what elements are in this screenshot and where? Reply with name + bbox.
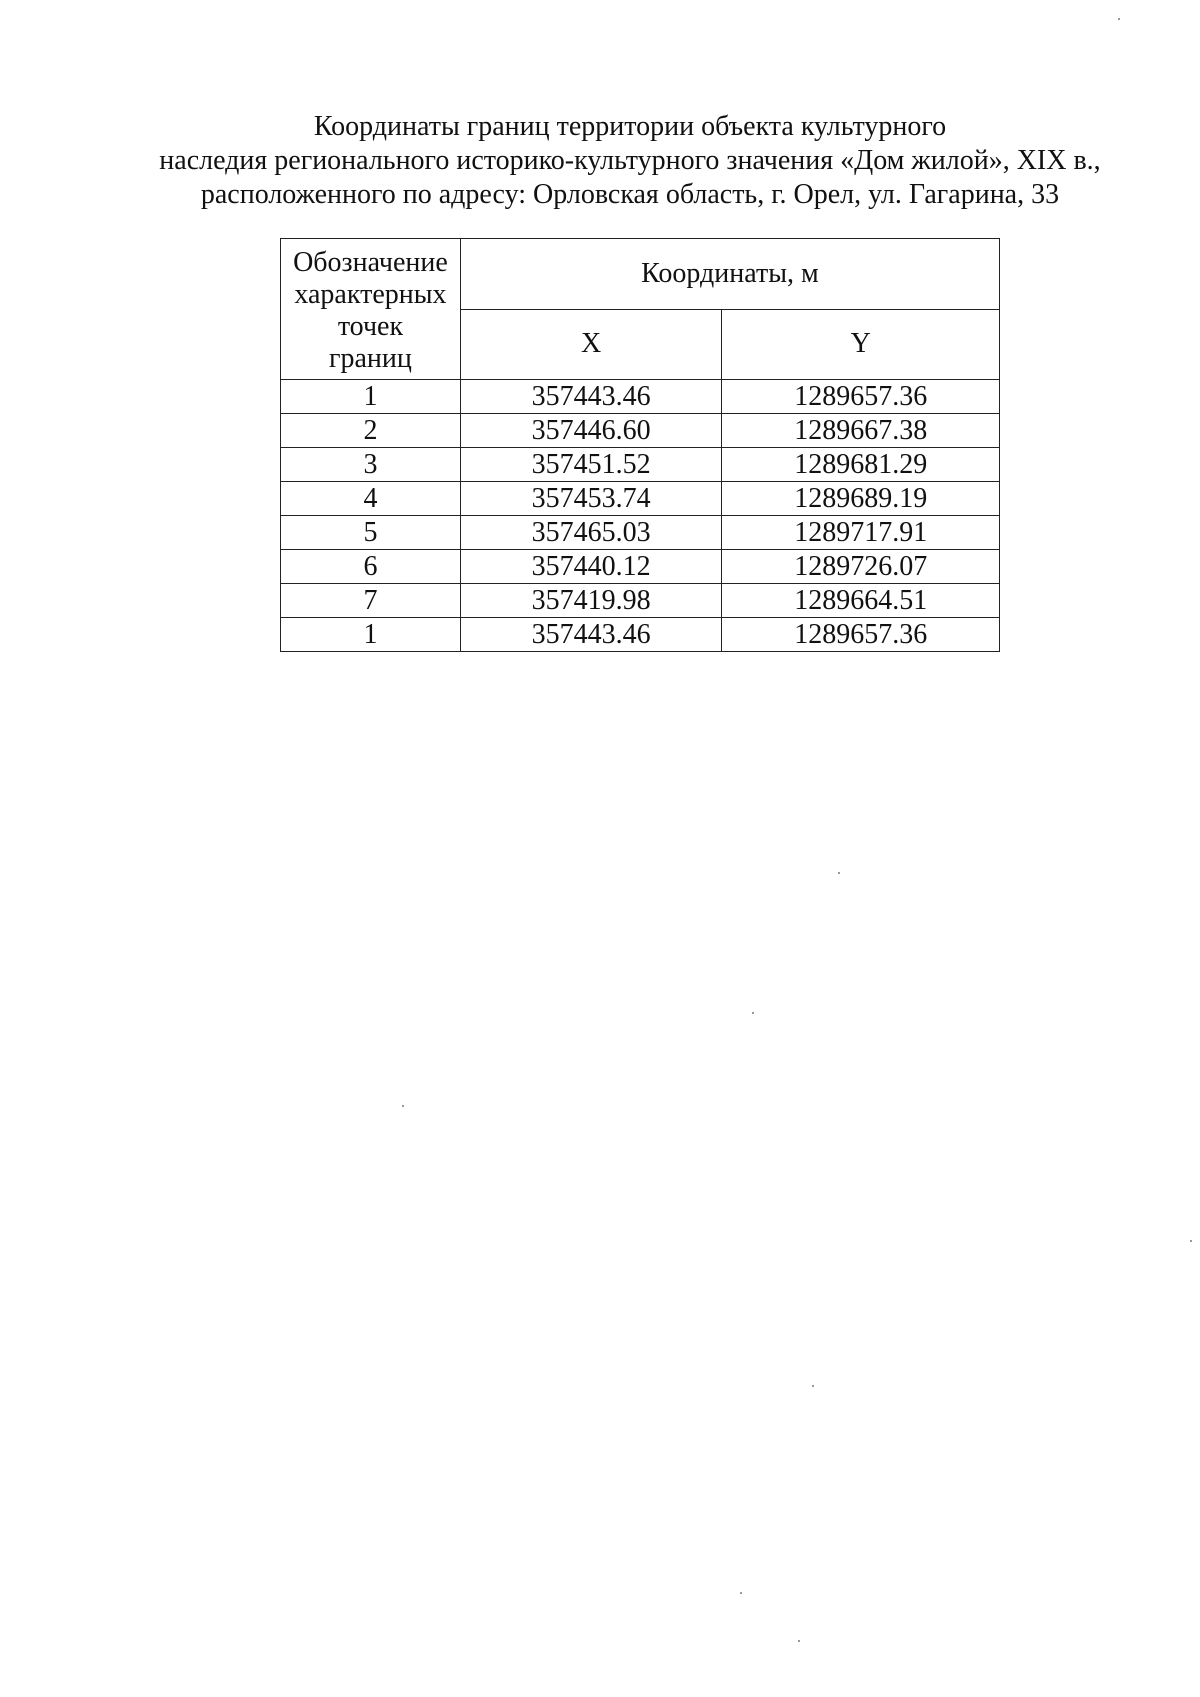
title-line-1: Координаты границ территории объекта культурного <box>313 111 947 142</box>
header-point-line: границ <box>329 343 412 374</box>
cell-y: 1289689.19 <box>722 482 1000 516</box>
scan-speck <box>812 1385 814 1387</box>
scan-speck <box>798 1640 800 1642</box>
cell-x: 357440.12 <box>460 550 722 584</box>
cell-point: 1 <box>281 618 461 652</box>
scan-speck <box>1190 1240 1192 1242</box>
cell-point: 7 <box>281 584 461 618</box>
scan-speck <box>1118 18 1120 20</box>
cell-y: 1289657.36 <box>722 618 1000 652</box>
cell-point: 5 <box>281 516 461 550</box>
header-point-line: точек <box>337 311 404 342</box>
table-row <box>281 618 1000 652</box>
table-row <box>281 550 1000 584</box>
header-coordinates: Координаты, м <box>460 239 999 310</box>
cell-y: 1289717.91 <box>722 516 1000 550</box>
header-x: X <box>460 309 722 380</box>
cell-x: 357419.98 <box>460 584 722 618</box>
header-point-line: характерных <box>294 279 447 310</box>
scan-speck <box>752 1012 754 1014</box>
cell-y: 1289657.36 <box>722 380 1000 414</box>
cell-point: 2 <box>281 414 461 448</box>
cell-x: 357443.46 <box>460 618 722 652</box>
scan-speck <box>838 872 840 874</box>
cell-y: 1289726.07 <box>722 550 1000 584</box>
cell-y: 1289667.38 <box>722 414 1000 448</box>
cell-x: 357451.52 <box>460 448 722 482</box>
cell-point: 1 <box>281 380 461 414</box>
table-row <box>281 380 1000 414</box>
document-title <box>150 110 1110 212</box>
cell-point: 3 <box>281 448 461 482</box>
header-y: Y <box>722 309 1000 380</box>
header-point-designation <box>281 239 461 380</box>
table-row <box>281 482 1000 516</box>
cell-x: 357465.03 <box>460 516 722 550</box>
table-row <box>281 448 1000 482</box>
table-row <box>281 414 1000 448</box>
scan-speck <box>402 1105 404 1107</box>
cell-x: 357446.60 <box>460 414 722 448</box>
cell-x: 357443.46 <box>460 380 722 414</box>
scan-speck <box>740 1592 742 1594</box>
cell-y: 1289681.29 <box>722 448 1000 482</box>
cell-x: 357453.74 <box>460 482 722 516</box>
header-point-line: Обозначение <box>293 247 448 278</box>
title-line-3: расположенного по адресу: Орловская область, г. Орел, ул. Гагарина, 33 <box>200 179 1060 210</box>
coordinates-table <box>280 238 1000 652</box>
table-row <box>281 584 1000 618</box>
cell-point: 4 <box>281 482 461 516</box>
cell-y: 1289664.51 <box>722 584 1000 618</box>
table-body <box>281 380 1000 652</box>
table-row <box>281 516 1000 550</box>
title-line-2: наследия регионального историко-культурного значения «Дом жилой», XIX в., <box>159 145 1101 176</box>
cell-point: 6 <box>281 550 461 584</box>
